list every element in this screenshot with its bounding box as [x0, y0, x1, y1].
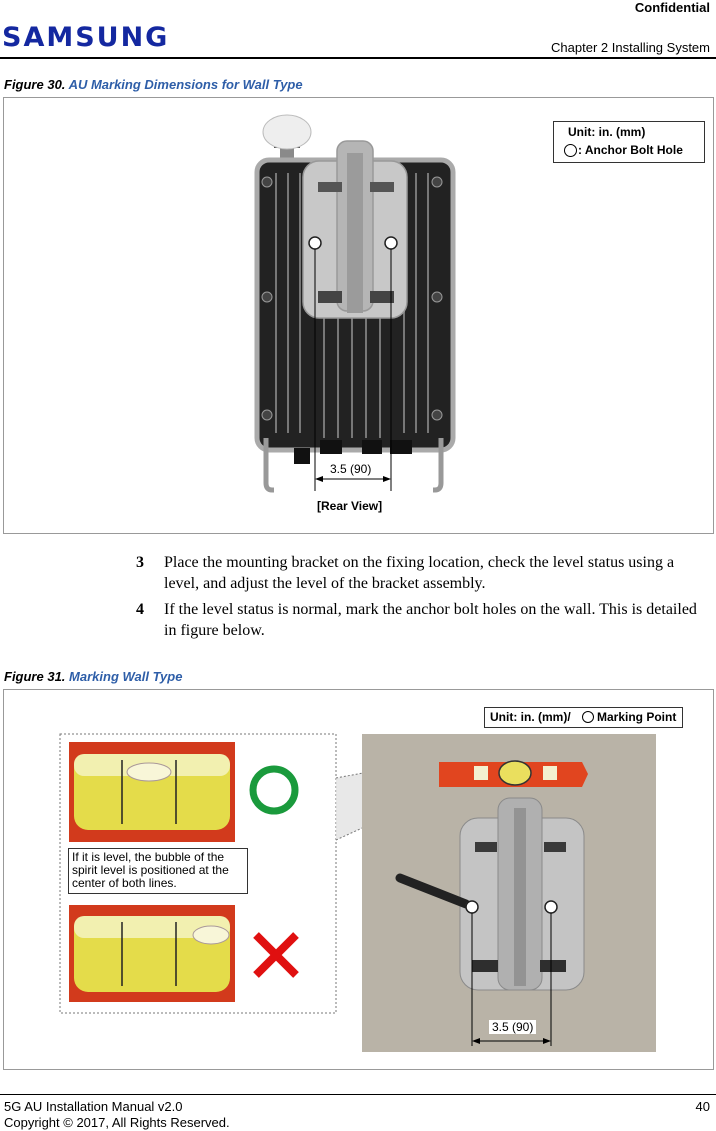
footer-divider	[0, 1094, 716, 1095]
figure30-dimension: 3.5 (90)	[327, 462, 374, 476]
figure30-legend-hole: : Anchor Bolt Hole	[578, 143, 683, 157]
footer-manual: 5G AU Installation Manual v2.0	[4, 1099, 183, 1114]
step-3-number: 3	[136, 554, 144, 571]
figure31-label: Figure 31.	[4, 669, 66, 684]
figure31-dimension: 3.5 (90)	[489, 1020, 536, 1034]
figure30-legend	[553, 121, 705, 163]
figure31-legend-unit: Unit: in. (mm)/	[490, 710, 571, 724]
marking-point-right	[545, 901, 557, 913]
anchor-hole-icon	[564, 144, 577, 157]
ok-icon	[253, 769, 295, 811]
step-3	[136, 552, 711, 596]
figure30-title: AU Marking Dimensions for Wall Type	[68, 77, 303, 92]
figure30-caption	[4, 77, 303, 92]
figure31-caption	[4, 669, 182, 684]
chapter-title: Chapter 2 Installing System	[551, 40, 710, 55]
rear-view-label: [Rear View]	[317, 499, 383, 513]
footer-copyright: Copyright © 2017, All Rights Reserved.	[4, 1115, 230, 1130]
page-number: 40	[695, 1099, 710, 1114]
figure31-frame	[3, 689, 714, 1070]
header-divider	[0, 57, 716, 59]
anchor-bolt-hole-right	[385, 237, 397, 249]
figure30-label: Figure 30.	[4, 77, 66, 92]
level-note: If it is level, the bubble of the spirit level is positioned at the center of both lines.	[68, 848, 248, 894]
figure31-legend-point: Marking Point	[597, 710, 677, 724]
step-3-text: Place the mounting bracket on the fixing location, check the level status using a level, and adjust the level of the bracket assembly.	[164, 554, 675, 592]
confidential-label: Confidential	[634, 0, 710, 15]
step-4-text: If the level status is normal, mark the anchor bolt holes on the wall. This is detailed in figure below.	[164, 601, 697, 639]
figure31-title: Marking Wall Type	[69, 669, 183, 684]
marking-point-left	[466, 901, 478, 913]
marking-point-icon	[582, 711, 594, 723]
ng-icon	[256, 935, 296, 975]
figure30-frame	[3, 97, 714, 534]
figure30-legend-unit: Unit: in. (mm)	[568, 125, 646, 139]
step-4-number: 4	[136, 601, 144, 618]
samsung-logo: SAMSUNG	[2, 22, 170, 53]
figure31-legend	[484, 707, 683, 728]
anchor-bolt-hole-left	[309, 237, 321, 249]
step-4	[136, 599, 711, 643]
